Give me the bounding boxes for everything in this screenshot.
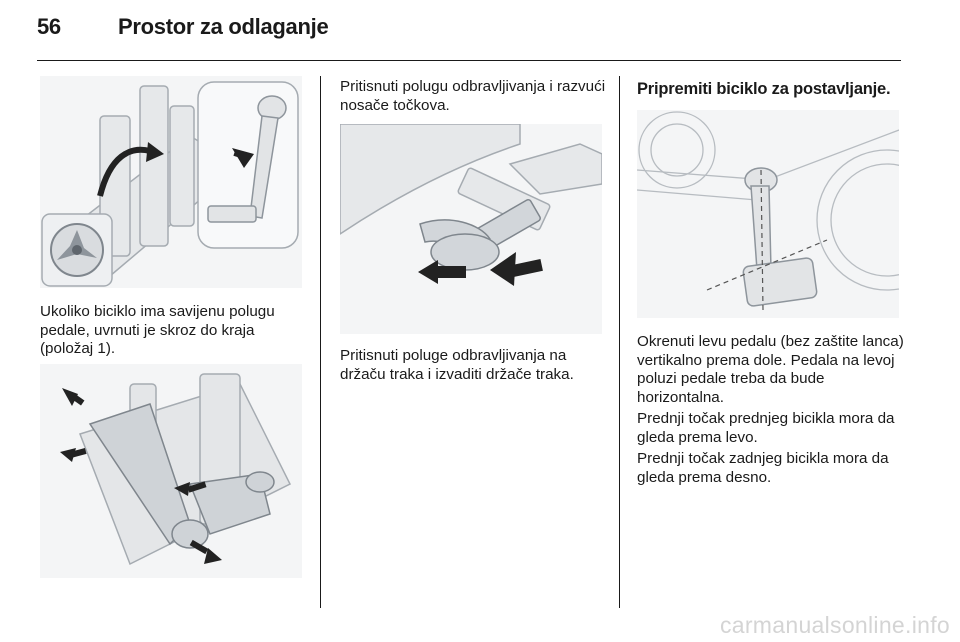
caption-pedal-crank: Ukoliko biciklo ima savijenu polugu pedale, uvrnuti je skroz do kraja (položaj 1). xyxy=(40,303,275,357)
illustration-pedal-crank xyxy=(40,76,302,288)
illustration-carrier-unlock-drawing xyxy=(40,364,302,578)
paragraph-front-bike-wheel: Prednji točak prednjeg bicikla mora da gleda prema levo. xyxy=(637,410,895,446)
illustration-strap-holder-drawing xyxy=(340,124,602,334)
illustration-pedal-crank-drawing xyxy=(40,76,302,288)
watermark: carmanualsonline.info xyxy=(719,612,950,638)
illustration-bicycle-pedal-drawing xyxy=(637,110,899,318)
illustration-strap-holder xyxy=(340,124,602,334)
illustration-bicycle-pedal xyxy=(637,110,899,318)
section-heading: Pripremiti biciklo za postavljanje. xyxy=(637,80,891,98)
column-divider-left xyxy=(320,76,321,608)
caption-strap-holder: Pritisnuti poluge odbravljivanja na držaču traka i izvaditi držače traka. xyxy=(340,347,574,383)
page-title: Prostor za odlaganje xyxy=(118,14,329,39)
header-rule xyxy=(37,60,901,61)
paragraph-pedal-position: Okrenuti levu pedalu (bez zaštite lanca) vertikalno prema dole. Pedala na levoj poluzi pedale treba da bude horizontalna. xyxy=(637,333,904,406)
paragraph-rear-bike-wheel: Prednji točak zadnjeg bicikla mora da gleda prema desno. xyxy=(637,450,889,486)
page-number: 56 xyxy=(37,14,61,39)
intro-unlock-lever: Pritisnuti polugu odbravljivanja i razvući nosače točkova. xyxy=(340,78,606,114)
illustration-carrier-unlock xyxy=(40,364,302,578)
column-divider-right xyxy=(619,76,620,608)
